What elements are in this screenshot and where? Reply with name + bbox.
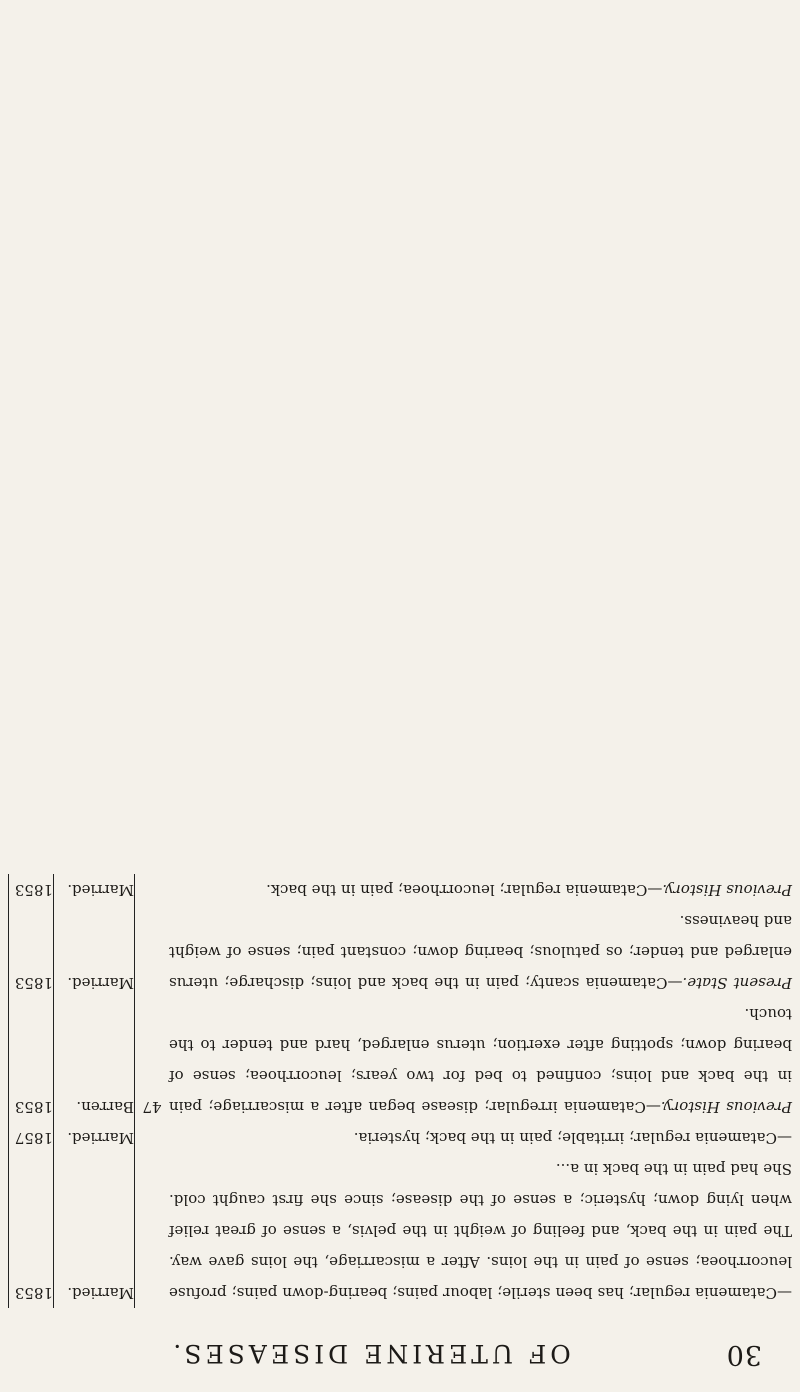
case-year: 1857 — [9, 1122, 54, 1153]
case-text: —Catamenia scanty; pain in the back and loins; discharge; uterus enlarged and tender; os patulous; bearing down; constant pain; sense of weight and heaviness. — [169, 912, 792, 992]
case-year: 1853 — [9, 874, 54, 905]
case-age — [135, 1153, 170, 1308]
case-text: —Catamenia regular; leucorrhoea; pain in the back. — [266, 881, 663, 899]
case-year: 1853 — [9, 905, 54, 998]
running-title: OF UTERINE DISEASES. — [169, 1339, 571, 1368]
case-text: —Catamenia irregular; disease began after a miscarriage; pain in the back and loins; confined to bed for two years; leucorrhoea; sense of bearing down; spotting after exertion; uterus enlarged, hard and tender to the touch. — [169, 1005, 792, 1116]
case-row — [9, 998, 793, 1122]
case-description — [169, 1122, 792, 1153]
case-description — [169, 905, 792, 998]
case-text: —Catamenia regular; irritable; pain in the back; hysteria. — [353, 1129, 792, 1147]
case-description — [169, 874, 792, 905]
case-marital-status: Married. — [54, 1122, 135, 1153]
case-text: —Catamenia regular; has been sterile; labour pains; bearing-down pains; profuse leucorrhoea; sense of pain in the loins. After a miscarriage, the loins gave way. The pain in the back, and feeling of weight in the pelvis, a sense of great relief when lying down; hysteric; a sense of the disease; since she first caught cold. She had pain in the back in a... — [169, 1160, 792, 1302]
case-row — [9, 874, 793, 905]
case-marital-status: Married. — [54, 905, 135, 998]
case-marital-status: Barren. — [54, 998, 135, 1122]
case-age — [135, 1122, 170, 1153]
case-age: 47 — [135, 998, 170, 1122]
case-table — [8, 874, 792, 1308]
case-description — [169, 998, 792, 1122]
case-age — [135, 905, 170, 998]
page-header — [0, 1330, 800, 1370]
page-number: 30 — [725, 1339, 762, 1370]
case-year: 1853 — [9, 998, 54, 1122]
case-row — [9, 1122, 793, 1153]
case-description — [169, 1153, 792, 1308]
case-marital-status: Married. — [54, 874, 135, 905]
case-heading: Previous History. — [662, 881, 792, 899]
case-heading: Previous History. — [660, 1098, 792, 1116]
case-row — [9, 905, 793, 998]
case-year: 1853 — [9, 1153, 54, 1308]
case-row — [9, 1153, 793, 1308]
case-marital-status: Married. — [54, 1153, 135, 1308]
case-heading: Present State. — [682, 974, 792, 992]
case-age — [135, 874, 170, 905]
